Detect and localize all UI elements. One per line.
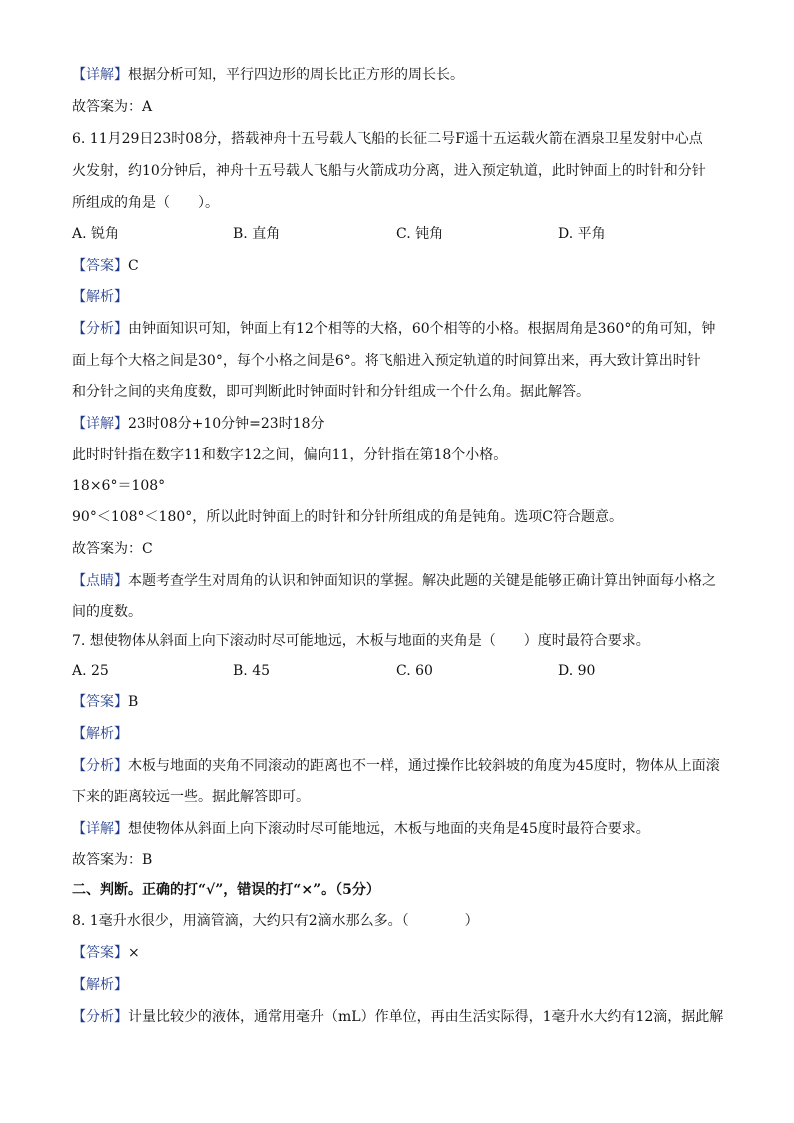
q6-answer-line [72,257,139,275]
answer-tag: 【答案】 [72,258,128,274]
q6-dianjing-line-1 [72,572,716,590]
q7-option-b: B. 45 [233,663,271,679]
dianjing-tag: 【点睛】 [72,573,128,589]
fenxi-text: 由钟面知识可知，钟面上有12个相等的大格，60个相等的小格。根据周角是360°的角可知，钟 [128,321,716,337]
q8-fenxi-line-1 [72,1008,723,1026]
q7-answer-line [72,693,138,711]
q6-analysis-tag: 【解析】 [72,289,128,305]
q7-stem: 7. 想使物体从斜面上向下滚动时尽可能地远，木板与地面的夹角是（ ）度时最符合要求。 [72,633,650,649]
answer-tag: 【答案】 [72,945,128,961]
section-2-heading: 二、判断。正确的打“√”，错误的打“×”。（5分） [72,882,380,898]
detail-text: 根据分析可知，平行四边形的周长比正方形的周长长。 [128,67,464,83]
q8-analysis-tag: 【解析】 [72,977,128,993]
q6-fenxi-line-2: 面上每个大格之间是30°，每个小格之间是6°。将飞船进入预定轨道的时间算出来，再大致计算出时针 [72,353,701,369]
fenxi-text: 计量比较少的液体，通常用毫升（mL）作单位，再由生活实际得，1毫升水大约有12滴，据此解 [128,1009,724,1025]
detail-tag: 【详解】 [72,67,128,83]
q6-option-c: C. 钝角 [396,226,444,242]
fenxi-tag: 【分析】 [72,758,128,774]
q6-option-d: D. 平角 [558,226,606,242]
q6-detail-line-3: 18×6°＝108° [72,478,166,494]
q5-detail-line [72,66,464,84]
q6-stem-line-3: 所组成的角是（ ）。 [72,195,219,211]
q6-fenxi-line-1 [72,320,715,338]
answer-value: C [128,258,139,274]
answer-value: × [128,945,140,961]
answer-value: B [128,694,139,710]
q7-option-c: C. 60 [396,663,433,679]
q6-option-b: B. 直角 [233,226,281,242]
q6-answer-conclusion: 故答案为：C [72,541,153,557]
q6-stem-line-1: 6. 11月29日23时08分，搭载神舟十五号载人飞船的长征二号F遥十五运载火箭在酒泉卫星发射中心点 [72,131,703,147]
q6-detail-line-1 [72,415,325,433]
dianjing-text: 本题考查学生对周角的认识和钟面知识的掌握。解决此题的关键是能够正确计算出钟面每小格之 [128,573,716,589]
q6-option-a: A. 锐角 [72,226,120,242]
q7-answer-conclusion: 故答案为：B [72,852,153,868]
q6-dianjing-line-2: 间的度数。 [72,604,142,620]
q8-answer-line [72,944,140,962]
detail-text: 想使物体从斜面上向下滚动时尽可能地远，木板与地面的夹角是45度时最符合要求。 [128,821,650,837]
q6-stem-line-2: 火发射，约10分钟后，神舟十五号载人飞船与火箭成功分离，进入预定轨道，此时钟面上的时针和分针 [72,163,706,179]
fenxi-tag: 【分析】 [72,1009,128,1025]
q6-detail-line-4: 90°＜108°＜180°，所以此时钟面上的时针和分针所组成的角是钝角。选项C符合题意。 [72,509,623,525]
q7-analysis-tag: 【解析】 [72,726,128,742]
q7-fenxi-line-1 [72,757,720,775]
fenxi-text: 木板与地面的夹角不同滚动的距离也不一样，通过操作比较斜坡的角度为45度时，物体从上面滚 [128,758,720,774]
answer-tag: 【答案】 [72,694,128,710]
q7-detail-line-1 [72,820,650,838]
q5-answer-line: 故答案为：A [72,99,153,115]
fenxi-tag: 【分析】 [72,321,128,337]
q8-stem: 8. 1毫升水很少，用滴管滴，大约只有2滴水那么多。（ ） [72,913,479,929]
detail-tag: 【详解】 [72,821,128,837]
detail-tag: 【详解】 [72,416,128,432]
q6-detail-line-2: 此时时针指在数字11和数字12之间，偏向11，分针指在第18个小格。 [72,447,508,463]
q7-option-a: A. 25 [72,663,109,679]
q6-fenxi-line-3: 和分针之间的夹角度数，即可判断此时钟面时针和分针组成一个什么角。据此解答。 [72,384,590,400]
q7-option-d: D. 90 [558,663,596,679]
detail-text: 23时08分+10分钟=23时18分 [128,416,325,432]
q7-fenxi-line-2: 下来的距离较远一些。据此解答即可。 [72,789,310,805]
